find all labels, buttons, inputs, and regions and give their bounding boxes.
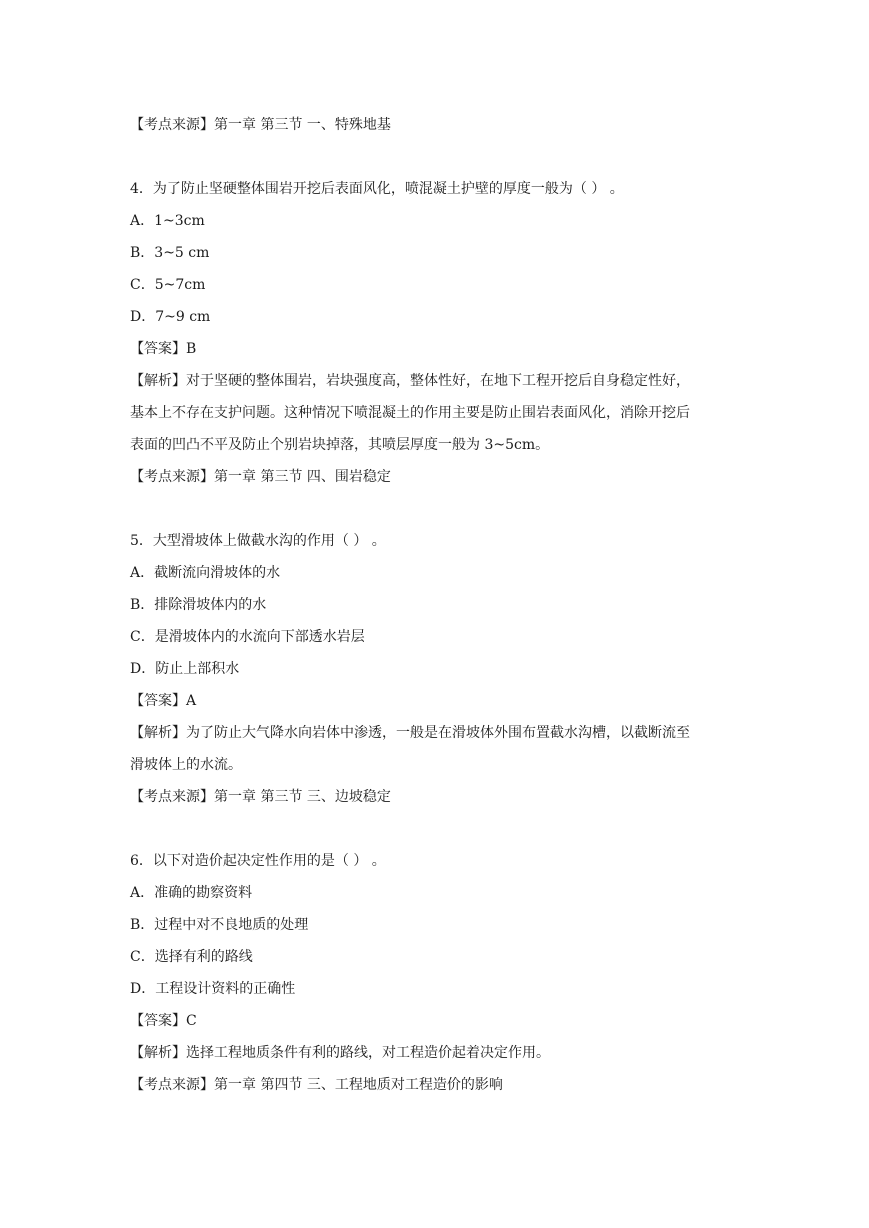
option-b: B．排除滑坡体内的水 [130, 597, 267, 613]
analysis-line: 滑坡体上的水流。 [130, 757, 242, 773]
answer-line: 【答案】B [130, 341, 197, 357]
question-stem: 6．以下对造价起决定性作用的是（ ） 。 [130, 853, 386, 869]
option-d: D．工程设计资料的正确性 [130, 981, 296, 997]
question-stem: 5．大型滑坡体上做截水沟的作用（ ） 。 [130, 533, 386, 549]
source-line: 【考点来源】第一章 第三节 三、边坡稳定 [130, 789, 391, 805]
option-a: A．截断流向滑坡体的水 [130, 565, 281, 581]
source-line: 【考点来源】第一章 第四节 三、工程地质对工程造价的影响 [130, 1077, 503, 1093]
question-stem: 4．为了防止坚硬整体围岩开挖后表面风化，喷混凝土护壁的厚度一般为（ ） 。 [130, 181, 624, 197]
analysis-line: 【解析】对于坚硬的整体围岩，岩块强度高，整体性好，在地下工程开挖后自身稳定性好， [130, 373, 690, 389]
option-d: D．7~9 cm [130, 309, 211, 325]
answer-line: 【答案】C [130, 1013, 197, 1029]
option-d: D．防止上部积水 [130, 661, 240, 677]
analysis-line: 表面的凹凸不平及防止个别岩块掉落，其喷层厚度一般为 3~5cm。 [130, 437, 550, 453]
source-line: 【考点来源】第一章 第三节 一、特殊地基 [130, 117, 391, 133]
answer-line: 【答案】A [130, 693, 197, 709]
option-c: C．5~7cm [130, 277, 206, 293]
option-b: B．3~5 cm [130, 245, 210, 261]
analysis-line: 【解析】选择工程地质条件有利的路线，对工程造价起着决定作用。 [130, 1045, 550, 1061]
source-line: 【考点来源】第一章 第三节 四、围岩稳定 [130, 469, 391, 485]
option-a: A．准确的勘察资料 [130, 885, 253, 901]
option-c: C．是滑坡体内的水流向下部透水岩层 [130, 629, 365, 645]
option-c: C．选择有利的路线 [130, 949, 253, 965]
option-a: A．1~3cm [130, 213, 205, 229]
analysis-line: 基本上不存在支护问题。这种情况下喷混凝土的作用主要是防止围岩表面风化，消除开挖后 [130, 405, 690, 421]
option-b: B．过程中对不良地质的处理 [130, 917, 309, 933]
analysis-line: 【解析】为了防止大气降水向岩体中渗透，一般是在滑坡体外围布置截水沟槽，以截断流至 [130, 725, 690, 741]
